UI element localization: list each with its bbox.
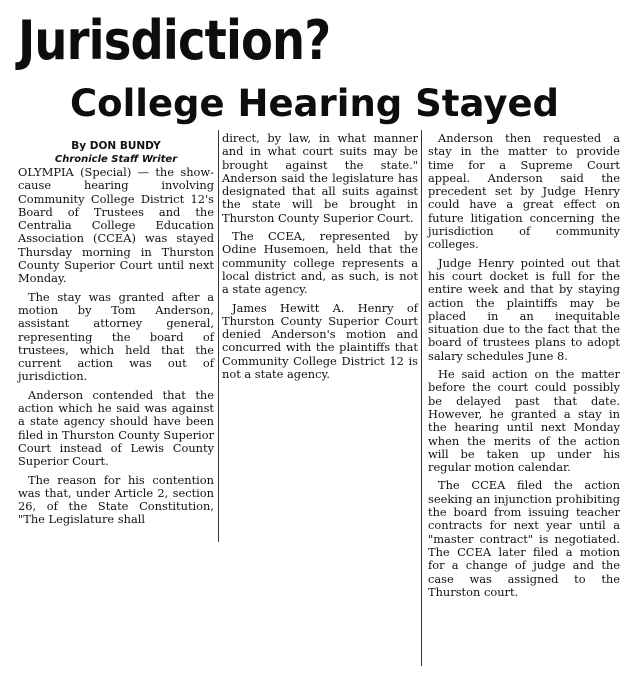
paragraph: The stay was granted after a motion by Tom Anderson, assistant attorney general, representing the board of trustees, which held that the current action was out of jurisdiction. — [18, 289, 214, 384]
byline: By DON BUNDY — [71, 140, 161, 152]
paragraph: The CCEA, represented by Odine Husemoen, held that the community college represents a local district and, as such, is not a state agency. — [222, 229, 418, 297]
paragraph: The CCEA filed the action seeking an injunction prohibiting the board from issuing teacher contracts for next year until a "master contract" is negotiated. The CCEA later filed a motion for a change of judge and the case was assigned to the Thurston court. — [428, 478, 620, 599]
paragraph: Anderson contended that the action which he said was against a state agency should have been filed in Thurston County Superior Court instead of Lewis County Superior Court. — [18, 387, 214, 469]
paragraph: direct, by law, in what manner and in what court suits may be brought against the state." Anderson said the legislature has designated that all suits against the state will be brought in Thurston County Superior Court. — [222, 131, 418, 225]
column-rule — [218, 130, 219, 542]
paragraph: Judge Henry pointed out that his court docket is full for the entire week and that by staying action the plaintiffs may be placed in an inequitable situation due to the fact that the board of trustees plans to adopt salary schedules June 8. — [428, 255, 620, 363]
paragraph: He said action on the matter before the court could possibly be delayed past that date. However, he granted a stay in the hearing until next Monday when the merits of the action will be taken up under his regular motion calendar. — [428, 367, 620, 475]
paragraph: The reason for his contention was that, under Article 2, section 26, of the State Constitution, "The Legislature shall — [18, 472, 214, 527]
byline-credit: Chronicle Staff Writer — [54, 154, 178, 165]
paragraph: OLYMPIA (Special) — the show-cause hearing involving Community College District 12's Board of Trustees and the Centralia College Education Association (CCEA) was stayed Thursday morning in Thurston County Superior Court until next Monday. — [18, 165, 214, 286]
article-column-3 — [428, 132, 620, 604]
paragraph: James Hewitt A. Henry of Thurston County Superior Court denied Anderson's motion and concurred with the plaintiffs that Community College District 12 is not a state agency. — [222, 300, 418, 382]
kicker-headline: Jurisdiction? — [18, 9, 331, 72]
main-headline: College Hearing Stayed — [70, 82, 560, 125]
column-rule — [421, 130, 422, 666]
article-column-2 — [222, 132, 418, 386]
paragraph: Anderson then requested a stay in the matter to provide time for a Supreme Court appeal. Anderson said the precedent set by Judge Henry could have a great effect on future litigation concerning the jurisdiction of community colleges. — [428, 131, 620, 252]
article-column-1 — [18, 140, 214, 532]
